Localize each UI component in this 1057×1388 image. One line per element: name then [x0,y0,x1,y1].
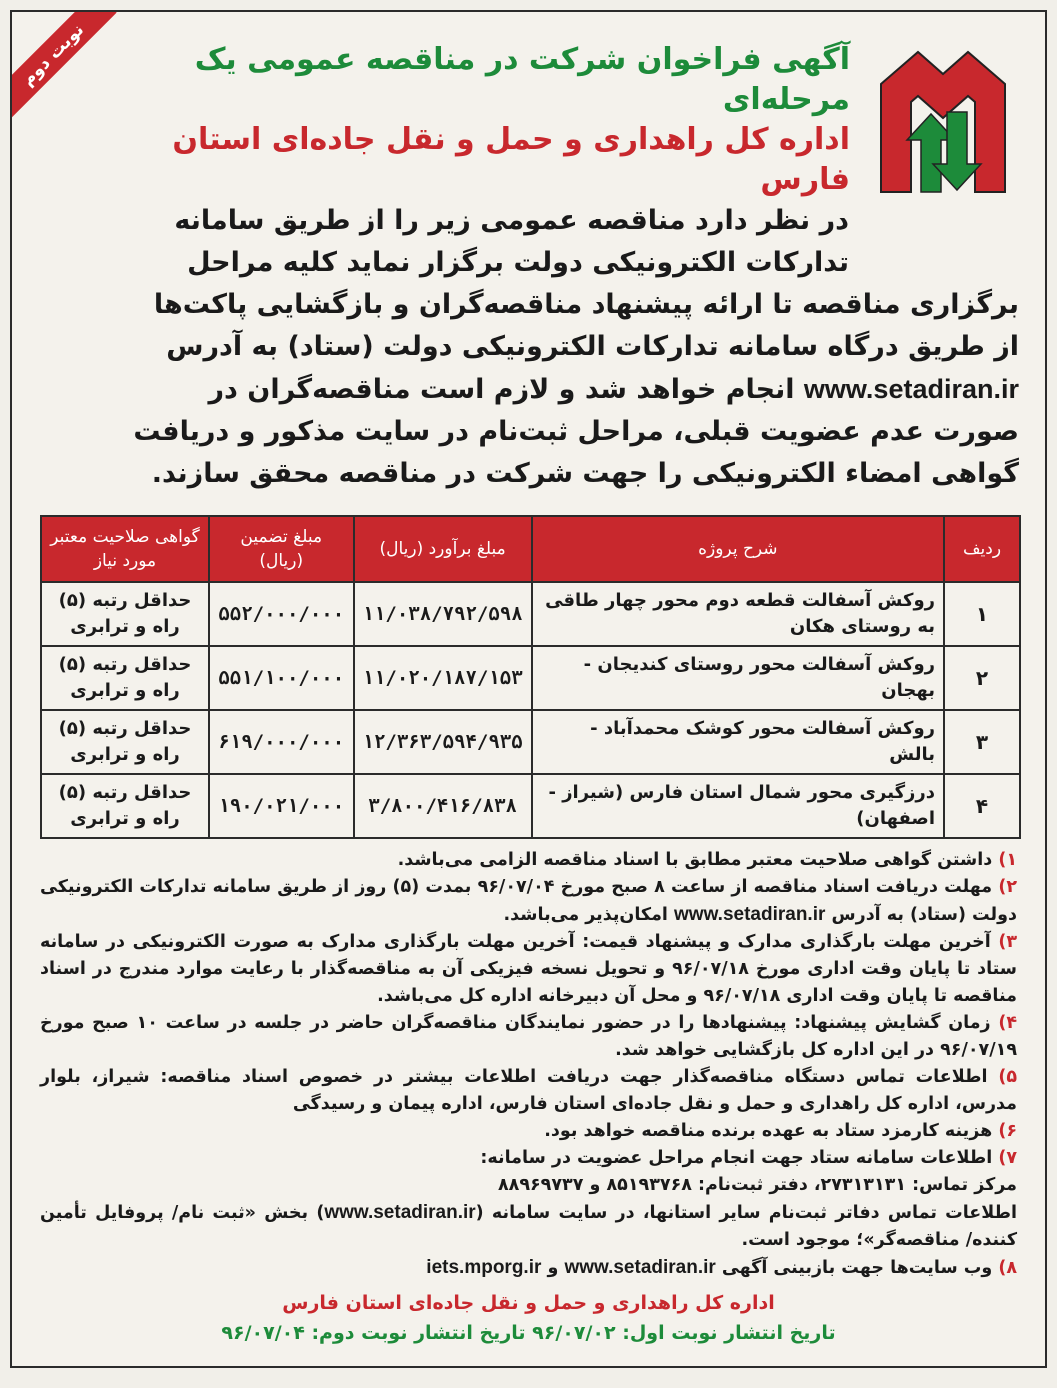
cert-required: حداقل رتبه (۵) راه و ترابری [41,646,209,710]
intro-line: در نظر دارد مناقصه عمومی زیر را از طریق سامانه [174,205,849,236]
note-item: ۴) زمان گشایش پیشنهاد: پیشنهادها را در حضور نمایندگان مناقصه‌گران حاضر در جلسه در ساعت ۱۰ صبح مورخ ۹۶/۰۷/۱۹ در این اداره کل بازگشایی خواهد شد. [40,1013,1018,1060]
intro-line: از طریق درگاه سامانه تدارکات الکترونیکی دولت (ستاد) به آدرس [166,331,1019,362]
road-maintenance-logo-icon [863,44,1023,204]
intro-line: تدارکات الکترونیکی دولت برگزار نماید کلیه مراحل [187,247,849,278]
iets-link[interactable]: iets.mporg.ir [426,1257,542,1278]
note-contact: مرکز تماس: ۲۷۳۱۳۱۳۱، دفتر ثبت‌نام: ۸۵۱۹۳۷۶۸ و ۸۸۹۶۹۷۳۷ [497,1175,1017,1195]
guarantee-amount: ۱۹۰/۰۲۱/۰۰۰ [209,774,354,838]
note-item: ۵) اطلاعات تماس دستگاه مناقصه‌گذار جهت دریافت اطلاعات بیشتر در خصوص اسناد مناقصه: شیراز، بلوار مدرس، اداره کل راهداری و حمل و نقل جاده‌ای استان فارس، اداره پیمان و رسیدگی [40,1067,1017,1114]
note-item: ۸) وب سایت‌ها جهت بازبینی آگهی www.setadiran.ir و iets.mporg.ir [426,1257,1017,1278]
tender-notice [10,10,1047,1368]
col-desc: شرح پروژه [532,516,944,582]
note-item: ۳) آخرین مهلت بارگذاری مدارک و پیشنهاد قیمت: آخرین مهلت بارگذاری مدارک به صورت الکترونیکی در سامانه ستاد تا پایان وقت اداری مورخ ۹۶/۰۷/۱۸ و تحویل نسخه فیزیکی آن به مناقصه‌گذار با رعایت موارد مندرج در اسناد مناقصه تا پایان وقت اداری ۹۶/۰۷/۱۸ و محل آن دبیرخانه اداره کل می‌باشد. [40,932,1017,1006]
project-desc: روکش آسفالت محور روستای کندیجان - بهجان [532,646,944,710]
project-desc: درزگیری محور شمال استان فارس (شیراز - اصفهان) [532,774,944,838]
row-number: ۴ [944,774,1020,838]
footer-organization: اداره کل راهداری و حمل و نقل جاده‌ای استان فارس [282,1292,775,1314]
note-item: ۲) مهلت دریافت اسناد مناقصه از ساعت ۸ صبح مورخ ۹۶/۰۷/۰۴ بمدت (۵) روز از طریق سامانه تدارکات الکترونیکی دولت (ستاد) به آدرس www.setadiran.ir امکان‌پذیر می‌باشد. [40,877,1018,925]
note-item: ۷) اطلاعات سامانه ستاد جهت انجام مراحل عضویت در سامانه: [480,1148,1017,1168]
col-estimate: مبلغ برآورد (ریال) [354,516,532,582]
table-row [41,646,1020,710]
guarantee-amount: ۵۵۱/۱۰۰/۰۰۰ [209,646,354,710]
note-item: ۱) داشتن گواهی صلاحیت معتبر مطابق با اسناد مناقصه الزامی می‌باشد. [397,850,1017,870]
organization-title: اداره کل راهداری و حمل و نقل جاده‌ای استان فارس [172,122,850,197]
setad-link[interactable]: www.setadiran.ir [674,904,826,925]
col-cert: گواهی صلاحیت معتبر مورد نیاز [41,516,209,582]
cert-required: حداقل رتبه (۵) راه و ترابری [41,582,209,646]
estimate-amount: ۳/۸۰۰/۴۱۶/۸۳۸ [354,774,532,838]
notes-section [12,839,1045,1282]
publication-dates: تاریخ انتشار نوبت اول: ۹۶/۰۷/۰۲ تاریخ انتشار نوبت دوم: ۹۶/۰۷/۰۴ [221,1322,836,1344]
table-row [41,582,1020,646]
issue-badge: نوبت دوم [10,10,117,119]
guarantee-amount: ۵۵۲/۰۰۰/۰۰۰ [209,582,354,646]
table-row [41,710,1020,774]
notice-footer [12,1288,1045,1348]
row-number: ۲ [944,646,1020,710]
setad-link[interactable]: www.setadiran.ir [803,374,1019,404]
notice-title: آگهی فراخوان شرکت در مناقصه عمومی یک مرحله‌ای [194,42,850,117]
table-header-row [41,516,1020,582]
project-desc: روکش آسفالت محور کوشک محمدآباد - بالش [532,710,944,774]
table-row [41,774,1020,838]
intro-text [12,200,1045,495]
intro-line: صورت عدم عضویت قبلی، مراحل ثبت‌نام در سایت مذکور و دریافت [133,416,1019,447]
setad-link[interactable]: www.setadiran.ir [324,1202,476,1223]
note-item: ۶) هزینه کارمزد ستاد به عهده برنده مناقصه خواهد بود. [544,1121,1017,1141]
project-desc: روکش آسفالت قطعه دوم محور چهار طاقی به روستای هکان [532,582,944,646]
intro-line: www.setadiran.ir انجام خواهد شد و لازم است مناقصه‌گران در [208,374,1019,405]
estimate-amount: ۱۱/۰۳۸/۷۹۲/۵۹۸ [354,582,532,646]
intro-line: گواهی امضاء الکترونیکی را جهت شرکت در مناقصه محقق سازند. [151,458,1019,489]
cert-required: حداقل رتبه (۵) راه و ترابری [41,774,209,838]
guarantee-amount: ۶۱۹/۰۰۰/۰۰۰ [209,710,354,774]
note-offices: اطلاعات تماس دفاتر ثبت‌نام سایر استانها، در سایت سامانه (www.setadiran.ir) بخش «ثبت نام/ پروفایل تأمین کننده/ مناقصه‌گر»؛ موجود است. [40,1202,1017,1250]
col-guarantee: مبلغ تضمین (ریال) [209,516,354,582]
tender-table [40,515,1021,839]
estimate-amount: ۱۱/۰۲۰/۱۸۷/۱۵۳ [354,646,532,710]
setad-link[interactable]: www.setadiran.ir [564,1257,716,1278]
col-row: ردیف [944,516,1020,582]
intro-line: برگزاری مناقصه تا ارائه پیشنهاد مناقصه‌گران و بازگشایی پاکت‌ها [153,289,1019,320]
row-number: ۳ [944,710,1020,774]
row-number: ۱ [944,582,1020,646]
cert-required: حداقل رتبه (۵) راه و ترابری [41,710,209,774]
estimate-amount: ۱۲/۳۶۳/۵۹۴/۹۳۵ [354,710,532,774]
